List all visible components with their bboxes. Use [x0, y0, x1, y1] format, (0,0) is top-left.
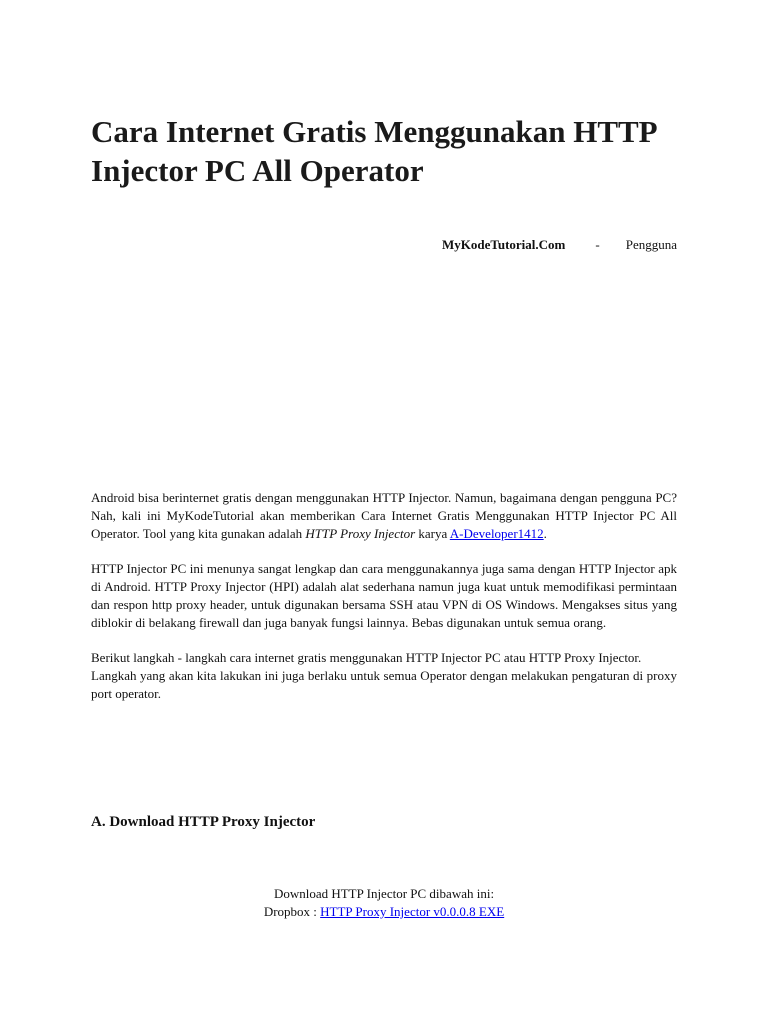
- intro-text: Android bisa berinternet gratis dengan menggunakan HTTP Injector. Namun, bagaimana dengan pengguna PC? Nah, kali ini MyKodeTutorial akan memberikan Cara Internet Gratis Menggunakan HTTP Injector PC All Operator. Tool yang kita gunakan adalah: [91, 490, 677, 541]
- steps-intro-paragraph: Berikut langkah - langkah cara internet gratis menggunakan HTTP Injector PC atau HTTP Proxy Injector.: [91, 650, 642, 665]
- developer-link[interactable]: A-Developer1412: [449, 526, 544, 541]
- description-paragraph: HTTP Injector PC ini menunya sangat lengkap dan cara menggunakannya juga sama dengan HTTP Injector apk di Android. HTTP Proxy Injector (HPI) adalah alat sederhana namun juga kuat untuk memodifikasi permintaan dan respon http proxy header, untuk digunakan bersama SSH atau VPN di OS Windows. Mengakses situs yang diblokir di belakang firewall dan juga banyak fungsi lainnya. Bebas digunakan untuk semua orang.: [91, 561, 677, 630]
- operator-note-paragraph: Langkah yang akan kita lakukan ini juga berlaku untuk semua Operator dengan melakukan pengaturan di proxy port operator.: [91, 668, 677, 701]
- section-a-heading: A. Download HTTP Proxy Injector: [91, 814, 316, 830]
- byline: [91, 236, 677, 254]
- download-intro: Download HTTP Injector PC dibawah ini:: [273, 886, 495, 901]
- download-block: [91, 885, 677, 921]
- download-link[interactable]: HTTP Proxy Injector v0.0.0.8 EXE: [320, 904, 505, 919]
- byline-site: MyKodeTutorial.Com: [441, 237, 566, 252]
- byline-author: Pengguna: [625, 237, 677, 252]
- intro-paragraph: [91, 489, 677, 543]
- download-line: [91, 903, 677, 921]
- intro-end-text: .: [543, 526, 547, 541]
- intro-karya-text: karya: [415, 526, 450, 541]
- article-body: [91, 489, 677, 720]
- page-title: Cara Internet Gratis Menggunakan HTTP Injector PC All Operator: [91, 114, 656, 188]
- byline-separator: -: [595, 237, 600, 252]
- tool-name: HTTP Proxy Injector: [305, 526, 416, 541]
- download-prefix: Dropbox :: [263, 904, 321, 919]
